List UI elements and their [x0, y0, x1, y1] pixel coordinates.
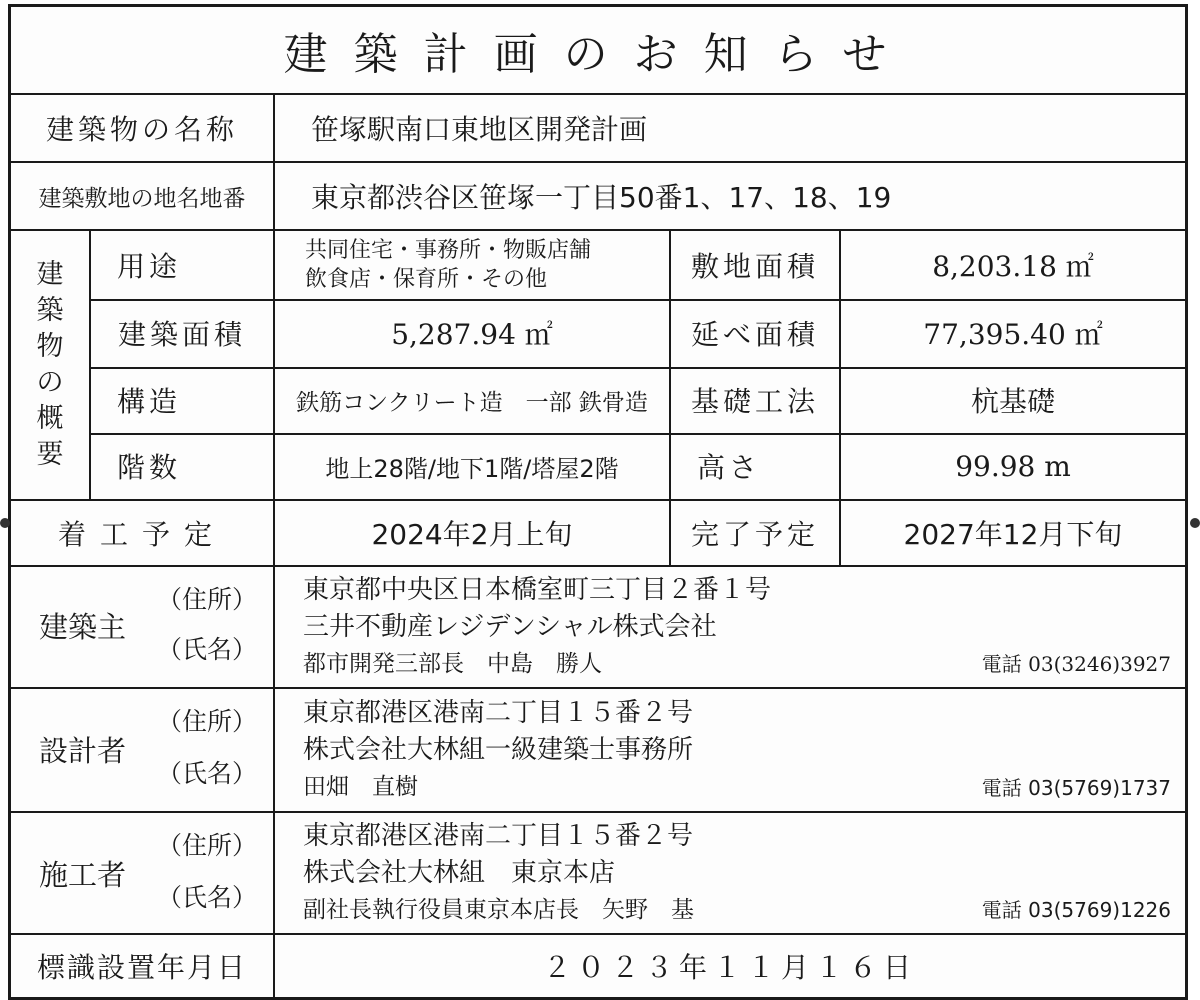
building-name-label: 建築物の名称: [45, 113, 238, 146]
owner-address: 東京都中央区日本橋室町三丁目２番１号: [303, 574, 772, 605]
building-name-row: [11, 95, 1185, 163]
posted-value: ２０２３年１１月１６日: [273, 935, 1185, 997]
owner-details: [273, 567, 1185, 687]
bolt-right: [1190, 518, 1200, 528]
schedule-row: [11, 501, 1185, 567]
designer-address: 東京都港区港南二丁目１５番２号: [303, 697, 694, 728]
owner-name-tag: （氏名）: [157, 635, 258, 664]
foundation-value: 杭基礎: [839, 367, 1185, 433]
owner-company: 三井不動産レジデンシャル株式会社: [303, 611, 717, 642]
overview-block: [11, 231, 1185, 501]
designer-row: [11, 689, 1185, 813]
site-address-label: 建築敷地の地名地番: [38, 185, 246, 212]
posted-row: [11, 935, 1185, 997]
owner-role: 建築主: [39, 610, 127, 644]
use-label-text: 用途: [117, 250, 182, 283]
overview-structure-row: [89, 367, 1185, 435]
overview-group-char: 物: [36, 331, 64, 362]
floor-area-value: 77,395.40 ㎡: [839, 299, 1185, 367]
contractor-company: 株式会社大林組 東京本店: [303, 857, 616, 888]
structure-value: 鉄筋コンクリート造 一部 鉄骨造: [273, 367, 669, 433]
floors-value: 地上28階/地下1階/塔屋2階: [273, 433, 669, 499]
contractor-label: [11, 813, 273, 933]
overview-group-char: 要: [36, 439, 64, 470]
building-area-label: 建築面積: [89, 299, 273, 367]
floors-label: [89, 433, 273, 499]
designer-details: [273, 689, 1185, 811]
overview-group-label: [11, 231, 89, 499]
designer-label: [11, 689, 273, 811]
site-address-value: 東京都渋谷区笹塚一丁目50番1、17、18、19: [273, 163, 1185, 229]
overview-group-char: 築: [36, 295, 64, 326]
overview-area-row: [89, 299, 1185, 369]
structure-label-text: 構造: [117, 385, 182, 418]
notice-board: [8, 4, 1188, 1000]
height-label-text: 高さ: [697, 451, 762, 484]
start-label: 着工予定: [57, 518, 226, 551]
contractor-phone: 電話 03(5769)1226: [981, 898, 1171, 922]
overview-group-char: 概: [36, 403, 64, 434]
use-label: [89, 231, 273, 299]
contractor-name-tag: （氏名）: [157, 883, 258, 912]
bolt-left: [0, 518, 10, 528]
contractor-person: 副社長執行役員東京本店長 矢野 基: [303, 896, 694, 923]
overview-group-text: [37, 257, 64, 473]
overview-use-row: [89, 231, 1185, 301]
floors-label-text: 階数: [117, 451, 182, 484]
designer-address-tag: （住所）: [157, 707, 258, 736]
structure-label: [89, 367, 273, 433]
height-value: 99.98 m: [839, 433, 1185, 499]
owner-row: [11, 567, 1185, 689]
start-value: 2024年2月上旬: [273, 501, 669, 565]
contractor-address: 東京都港区港南二丁目１５番２号: [303, 820, 694, 851]
overview-floors-row: [89, 433, 1185, 499]
building-area-value: 5,287.94 ㎡: [273, 299, 669, 367]
owner-person: 都市開発三部長 中島 勝人: [303, 650, 602, 677]
contractor-role: 施工者: [39, 858, 127, 892]
designer-phone: 電話 03(5769)1737: [981, 776, 1171, 800]
height-label: [669, 433, 839, 499]
site-address-row: [11, 163, 1185, 231]
use-value-line2: 飲食店・保育所・その他: [305, 267, 548, 292]
contractor-address-tag: （住所）: [157, 831, 258, 860]
use-value: [273, 231, 669, 299]
building-name-value: 笹塚駅南口東地区開発計画: [273, 95, 1185, 161]
contractor-row: [11, 813, 1185, 935]
floor-area-label: 延べ面積: [669, 299, 839, 367]
overview-group-char: の: [36, 367, 64, 398]
use-value-line1: 共同住宅・事務所・物販店舗: [305, 238, 592, 263]
posted-label: 標識設置年月日: [36, 951, 247, 984]
owner-address-tag: （住所）: [157, 585, 258, 614]
designer-person: 田畑 直樹: [303, 773, 418, 800]
title-row: [11, 7, 1185, 95]
end-label: 完了予定: [669, 501, 839, 565]
designer-name-tag: （氏名）: [157, 759, 258, 788]
designer-role: 設計者: [39, 734, 127, 768]
overview-group-char: 建: [36, 259, 64, 290]
owner-label: [11, 567, 273, 687]
designer-company: 株式会社大林組一級建築士事務所: [303, 734, 694, 765]
contractor-details: [273, 813, 1185, 933]
foundation-label: 基礎工法: [669, 367, 839, 433]
notice-title: 建築計画のお知らせ: [283, 29, 913, 80]
owner-phone: 電話 03(3246)3927: [981, 652, 1171, 676]
end-value: 2027年12月下旬: [839, 501, 1185, 565]
site-area-value: 8,203.18 ㎡: [839, 231, 1185, 299]
site-area-label: 敷地面積: [669, 231, 839, 299]
